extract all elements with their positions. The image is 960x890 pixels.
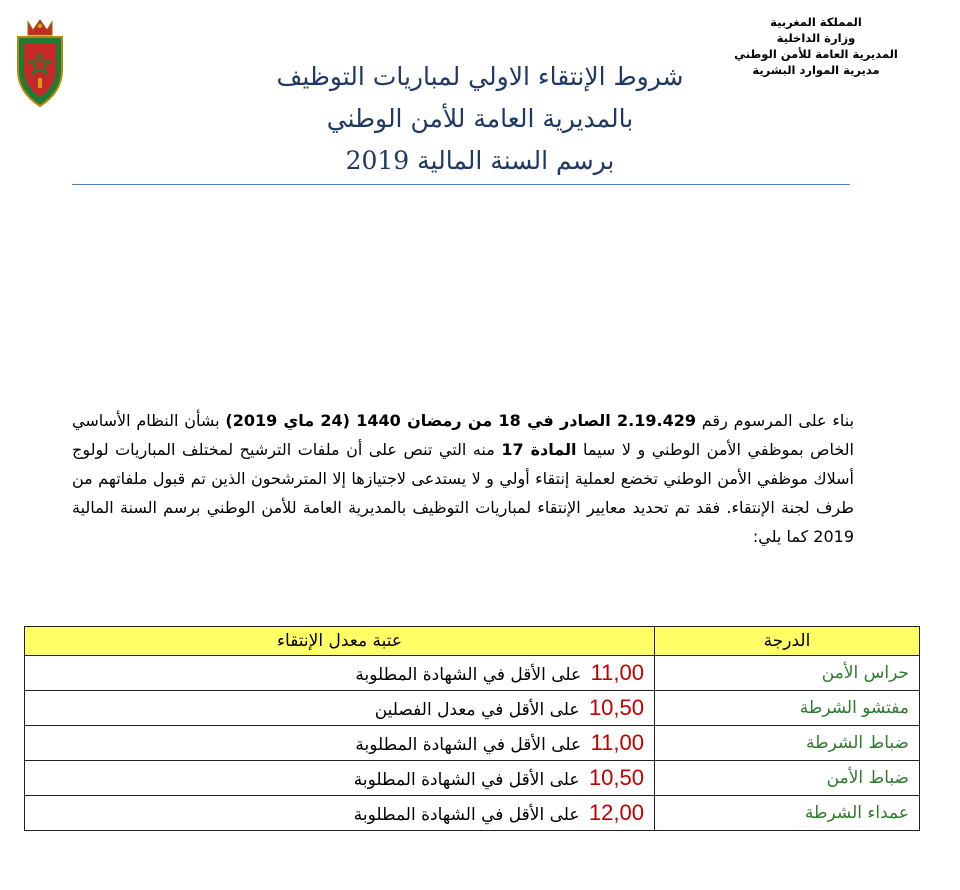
requirement-text: على الأقل في الشهادة المطلوبة (355, 735, 582, 755)
dgsn-emblem-icon (14, 18, 66, 108)
score-value: 12,00 (588, 800, 644, 825)
grade-cell: عمداء الشرطة (655, 796, 920, 831)
grade-cell: مفتشو الشرطة (655, 691, 920, 726)
grade-column-header: الدرجة (655, 627, 920, 656)
threshold-cell (25, 691, 655, 726)
legal-basis-paragraph (72, 406, 854, 551)
requirement-text: على الأقل في الشهادة المطلوبة (353, 770, 580, 790)
org-line-hr: مديرية الموارد البشرية (752, 63, 880, 77)
score-value: 10,50 (588, 765, 644, 790)
table-row (25, 691, 920, 726)
org-line-directorate: المديرية العامة للأمن الوطني (734, 47, 898, 61)
requirement-text: على الأقل في الشهادة المطلوبة (355, 665, 582, 685)
score-value: 11,00 (590, 660, 644, 685)
requirement-text: على الأقل في معدل الفصلين (374, 700, 580, 720)
threshold-cell (25, 656, 655, 691)
grade-cell: ضباط الشرطة (655, 726, 920, 761)
threshold-cell (25, 761, 655, 796)
article-reference: المادة 17 (501, 440, 577, 459)
decree-reference: 2.19.429 الصادر في 18 من رمضان 1440 (24 ماي 2019) (225, 411, 696, 430)
org-line-kingdom: المملكة المغربية (770, 15, 862, 29)
issuing-authority-block (706, 14, 926, 78)
score-value: 11,00 (590, 730, 644, 755)
threshold-cell (25, 726, 655, 761)
table-header-row (25, 627, 920, 656)
score-value: 10,50 (588, 695, 644, 720)
org-line-ministry: وزارة الداخلية (776, 31, 856, 45)
threshold-column-header: عتبة معدل الإنتقاء (25, 627, 655, 656)
paragraph-middle: بشأن النظام الأساسي الخاص بموظفي الأمن الوطني و لا سيما (72, 411, 855, 459)
requirement-text: على الأقل في الشهادة المطلوبة (353, 805, 580, 825)
table-row (25, 796, 920, 831)
title-line-1: شروط الإنتقاء الاولي لمباريات التوظيف (276, 62, 684, 91)
table-row (25, 761, 920, 796)
title-divider (72, 184, 850, 185)
title-line-3: برسم السنة المالية 2019 (345, 146, 615, 175)
paragraph-body: منه التي تنص على أن ملفات الترشيح لمختلف المباريات لولوج أسلاك موظفي الأمن الوطني تخضع لعملية إنتقاء أولي و لا يستدعى لاجتيازها إلا المترشحون الذين تم قبول ملفاتهم من طرف لجنة الإنتقاء. فقد تم تحديد معايير الإنتقاء لمباريات التوظيف بالمديرية العامة للأمن الوطني برسم السنة المالية 2019 كما يلي: (72, 440, 854, 546)
threshold-cell (25, 796, 655, 831)
grade-cell: ضباط الأمن (655, 761, 920, 796)
table-row (25, 726, 920, 761)
grade-cell: حراس الأمن (655, 656, 920, 691)
selection-threshold-table (24, 626, 920, 831)
paragraph-intro: بناء على المرسوم رقم (695, 411, 855, 430)
document-title (240, 56, 720, 182)
table-row (25, 656, 920, 691)
title-line-2: بالمديرية العامة للأمن الوطني (326, 104, 634, 133)
